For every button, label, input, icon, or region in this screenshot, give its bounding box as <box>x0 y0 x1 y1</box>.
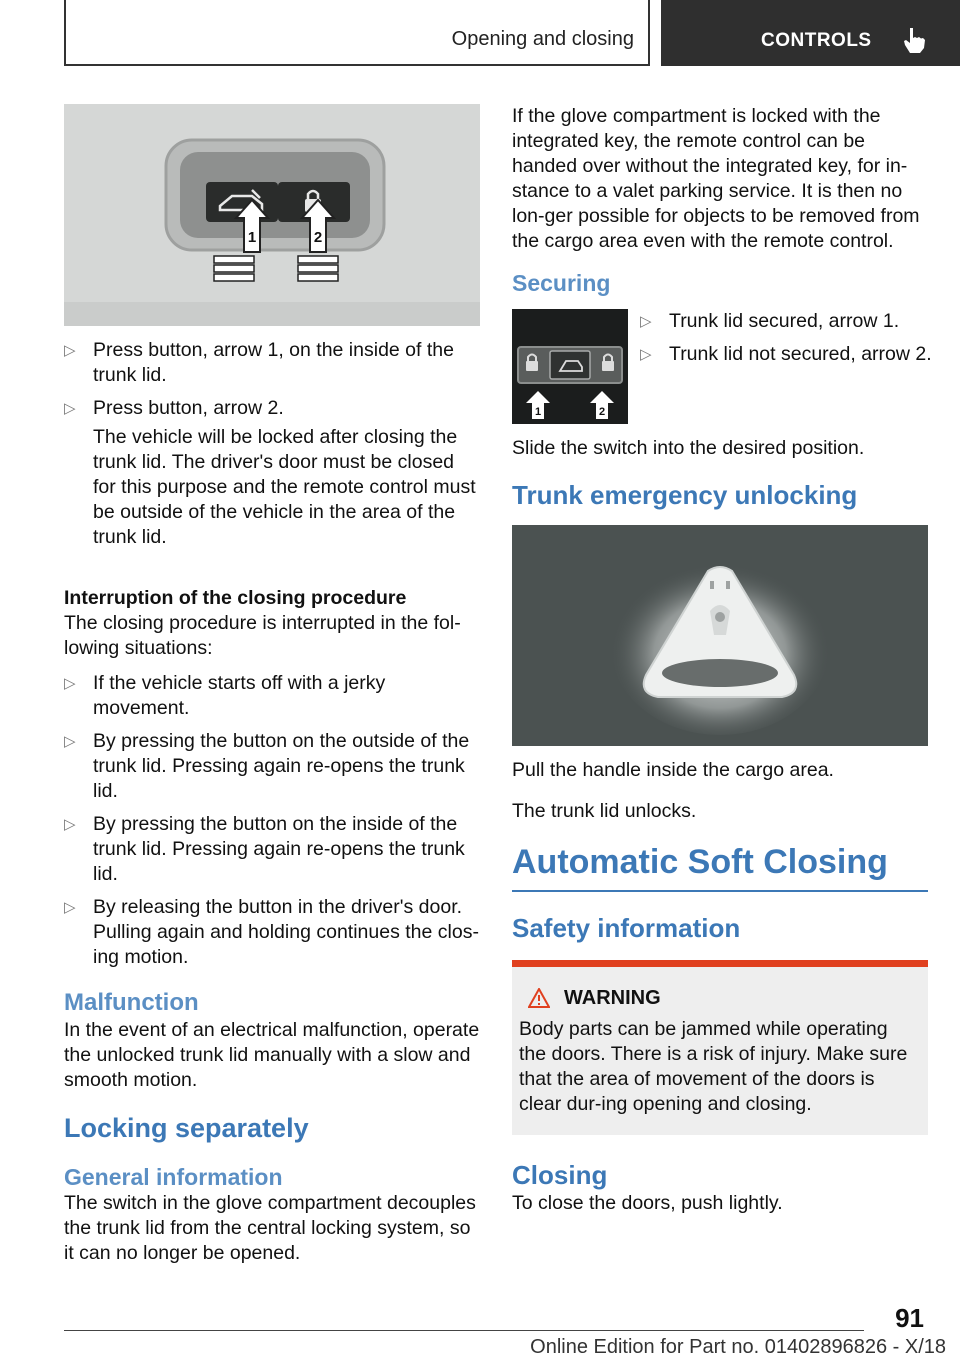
securing-switch-illustration <box>512 309 628 424</box>
list-item-text: Trunk lid secured, arrow 1. <box>669 310 900 332</box>
interruption-intro: The closing procedure is interrupted in the fol-lowing situations: <box>64 612 461 659</box>
safety-information-heading: Safety information <box>512 913 741 943</box>
triangle-bullet-icon: ▷ <box>64 899 76 916</box>
locking-separately-heading: Locking separately <box>64 1113 309 1143</box>
triangle-bullet-icon: ▷ <box>640 313 652 330</box>
list-item-text: Trunk lid not secured, arrow 2. <box>669 343 932 365</box>
fig1-arrow-label-1: 1 <box>247 229 257 246</box>
lock-after-closing-text: The vehicle will be locked after closing the trunk lid. The driver's door must be closed for this purpose and the remote control must be outside of the vehicle in the area of the trunk lid. <box>93 426 476 548</box>
warning-text: Body parts can be jammed while operating the doors. There is a risk of injury. Make sure that the area of movement of the doors is clear dur-ing opening and closing. <box>519 1018 908 1115</box>
header-rule-divider <box>648 0 650 66</box>
slide-switch-text: Slide the switch into the desired position. <box>512 437 865 459</box>
list-item <box>64 812 480 887</box>
emergency-handle-drawing <box>512 525 928 746</box>
list-item-text: By pressing the button on the outside of the trunk lid. Pressing again re-opens the trunk lid. <box>93 730 470 802</box>
warning-title-text: WARNING <box>564 987 661 1009</box>
trunk-buttons-drawing <box>64 104 480 326</box>
interruption-list <box>64 671 480 970</box>
triangle-bullet-icon: ▷ <box>64 675 76 692</box>
general-information-text: The switch in the glove compartment decouples the trunk lid from the central locking system, so it can no longer be opened. <box>64 1192 476 1264</box>
triangle-bullet-icon: ▷ <box>64 733 76 750</box>
fig1-arrow-label-2: 2 <box>313 229 323 246</box>
securing-list <box>640 309 932 375</box>
right-column <box>512 104 932 1216</box>
interruption-heading: Interruption of the closing procedure <box>64 587 407 609</box>
trunk-emergency-heading: Trunk emergency unlocking <box>512 480 858 510</box>
triangle-bullet-icon: ▷ <box>64 342 76 359</box>
list-item-text: Press button, arrow 2. <box>93 397 284 419</box>
malfunction-text: In the event of an electrical malfunction, operate the unlocked trunk lid manually with a slow and smooth motion. <box>64 1019 480 1091</box>
header-rule-left <box>64 0 66 66</box>
triangle-bullet-icon: ▷ <box>64 400 76 417</box>
warning-box <box>512 960 928 1135</box>
list-item <box>64 729 480 804</box>
general-information-heading: General information <box>64 1164 283 1190</box>
closing-text: To close the doors, push lightly. <box>512 1192 783 1214</box>
list-item <box>640 342 932 367</box>
press-button-list <box>64 338 480 421</box>
triangle-bullet-icon: ▷ <box>64 816 76 833</box>
list-item <box>64 671 480 721</box>
list-item <box>64 895 480 970</box>
fig2-arrow-label-2: 2 <box>598 406 606 418</box>
hand-pointer-icon <box>901 26 927 54</box>
soft-closing-heading: Automatic Soft Closing <box>512 842 928 892</box>
securing-heading: Securing <box>512 270 611 296</box>
triangle-bullet-icon: ▷ <box>640 346 652 363</box>
securing-switch-drawing <box>512 309 628 424</box>
pull-handle-text: Pull the handle inside the cargo area. <box>512 759 834 781</box>
closing-heading: Closing <box>512 1160 608 1190</box>
header-chapter-tab[interactable] <box>661 0 960 66</box>
trunk-unlocks-text: The trunk lid unlocks. <box>512 800 697 822</box>
left-column <box>64 104 480 1266</box>
list-item <box>64 396 480 421</box>
emergency-handle-illustration <box>512 525 928 746</box>
page-number: 91 <box>895 1303 924 1333</box>
list-item-text: If the vehicle starts off with a jerky movement. <box>93 672 386 719</box>
glove-compartment-text: If the glove compartment is locked with the integrated key, the remote control can be handed over without the integrated key, for in-stance to a valet parking service. It is then no lon-ger possible for objects to be removed from the cargo area even with the remote control. <box>512 105 920 252</box>
chapter-tab-label: CONTROLS <box>761 30 872 51</box>
list-item-text: By releasing the button in the driver's door. Pulling again and holding continues the clos-ing motion. <box>93 896 479 968</box>
warning-triangle-icon <box>528 988 550 1008</box>
securing-row <box>512 309 932 424</box>
fig2-arrow-label-1: 1 <box>534 406 542 418</box>
footer-rule <box>64 1330 864 1331</box>
trunk-buttons-illustration <box>64 104 480 326</box>
header-underline <box>64 64 649 66</box>
list-item-text: By pressing the button on the inside of the trunk lid. Pressing again re-opens the trunk lid. <box>93 813 465 885</box>
warning-title <box>519 985 916 1011</box>
list-item <box>640 309 932 334</box>
footer-edition: Online Edition for Part no. 01402896826 - X/18 <box>530 1336 946 1358</box>
malfunction-heading: Malfunction <box>64 989 199 1016</box>
header-section-title: Opening and closing <box>451 28 634 50</box>
list-item-text: Press button, arrow 1, on the inside of the trunk lid. <box>93 339 454 386</box>
list-item <box>64 338 480 388</box>
